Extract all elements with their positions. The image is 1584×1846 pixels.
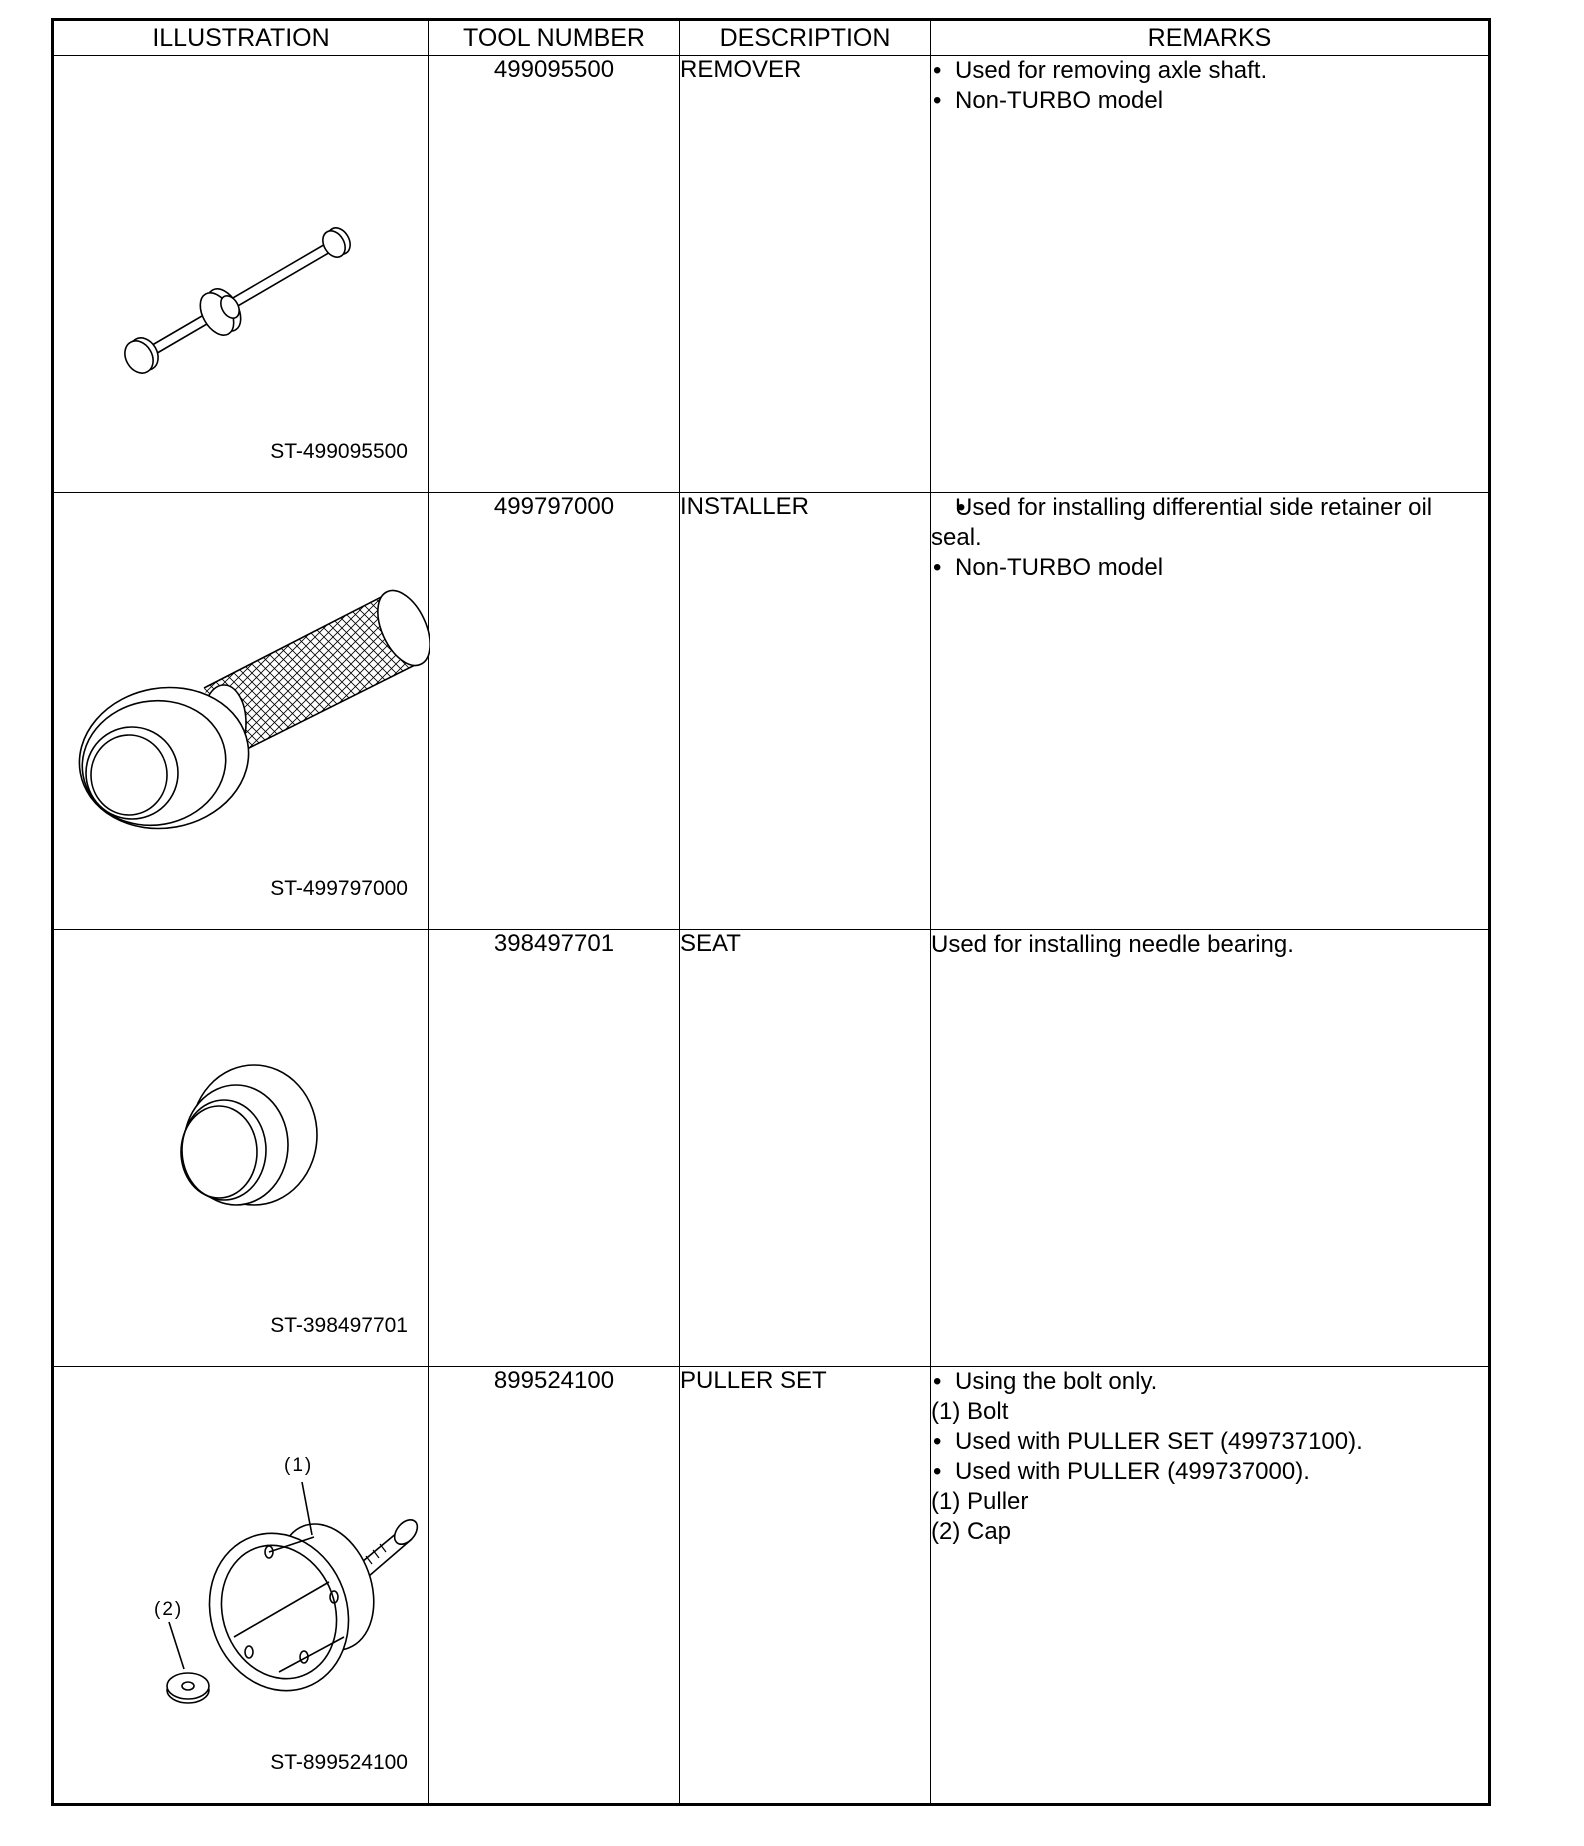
tool-description: PULLER SET xyxy=(680,1367,931,1805)
tool-number: 398497701 xyxy=(429,930,680,1367)
illustration-cell xyxy=(53,493,429,930)
remover-tool-illustration xyxy=(54,56,430,492)
illustration-code: ST-899524100 xyxy=(270,1751,408,1774)
remark-bullet: • Used with PULLER SET (499737100). xyxy=(931,1427,1488,1457)
header-illustration: ILLUSTRATION xyxy=(53,20,429,56)
tool-remarks xyxy=(931,1367,1490,1805)
callout-1-label: (1) xyxy=(284,1455,314,1476)
remark-bullet: • Non-TURBO model xyxy=(931,553,1488,583)
tool-description: REMOVER xyxy=(680,56,931,493)
tool-number: 899524100 xyxy=(429,1367,680,1805)
illustration-cell xyxy=(53,56,429,493)
header-description: DESCRIPTION xyxy=(680,20,931,56)
tool-remarks xyxy=(931,493,1490,930)
remark-bullet: • Using the bolt only. xyxy=(931,1367,1488,1397)
tool-remarks xyxy=(931,56,1490,493)
remark-bullet: • Used for installing differential side retainer oil seal. xyxy=(931,493,1488,553)
puller-set-illustration xyxy=(54,1367,430,1803)
table-row xyxy=(53,1367,1490,1805)
tool-description: INSTALLER xyxy=(680,493,931,930)
remark-line: (2) Cap xyxy=(931,1518,1012,1545)
illustration-code: ST-499797000 xyxy=(270,877,408,900)
illustration-code: ST-398497701 xyxy=(270,1314,408,1337)
tool-number: 499095500 xyxy=(429,56,680,493)
illustration-cell xyxy=(53,1367,429,1805)
header-tool-number: TOOL NUMBER xyxy=(429,20,680,56)
tool-number: 499797000 xyxy=(429,493,680,930)
table-row xyxy=(53,493,1490,930)
installer-tool-illustration xyxy=(54,493,430,929)
callout-2-label: (2) xyxy=(154,1599,184,1620)
tool-description: SEAT xyxy=(680,930,931,1367)
table-row xyxy=(53,56,1490,493)
illustration-code: ST-499095500 xyxy=(270,440,408,463)
seat-tool-illustration xyxy=(54,930,430,1366)
remark-bullet: • Used for removing axle shaft. xyxy=(931,56,1488,86)
remark-bullet: • Non-TURBO model xyxy=(931,86,1488,116)
header-row xyxy=(53,20,1490,56)
remark-bullet: • Used with PULLER (499737000). xyxy=(931,1457,1488,1487)
illustration-cell xyxy=(53,930,429,1367)
remark-line: (1) Bolt xyxy=(931,1398,1009,1425)
header-remarks: REMARKS xyxy=(931,20,1490,56)
remark-line: (1) Puller xyxy=(931,1488,1029,1515)
special-tools-table xyxy=(51,18,1491,1806)
remark-text: Used for installing needle bearing. xyxy=(931,931,1294,958)
table-row xyxy=(53,930,1490,1367)
tool-remarks xyxy=(931,930,1490,1367)
